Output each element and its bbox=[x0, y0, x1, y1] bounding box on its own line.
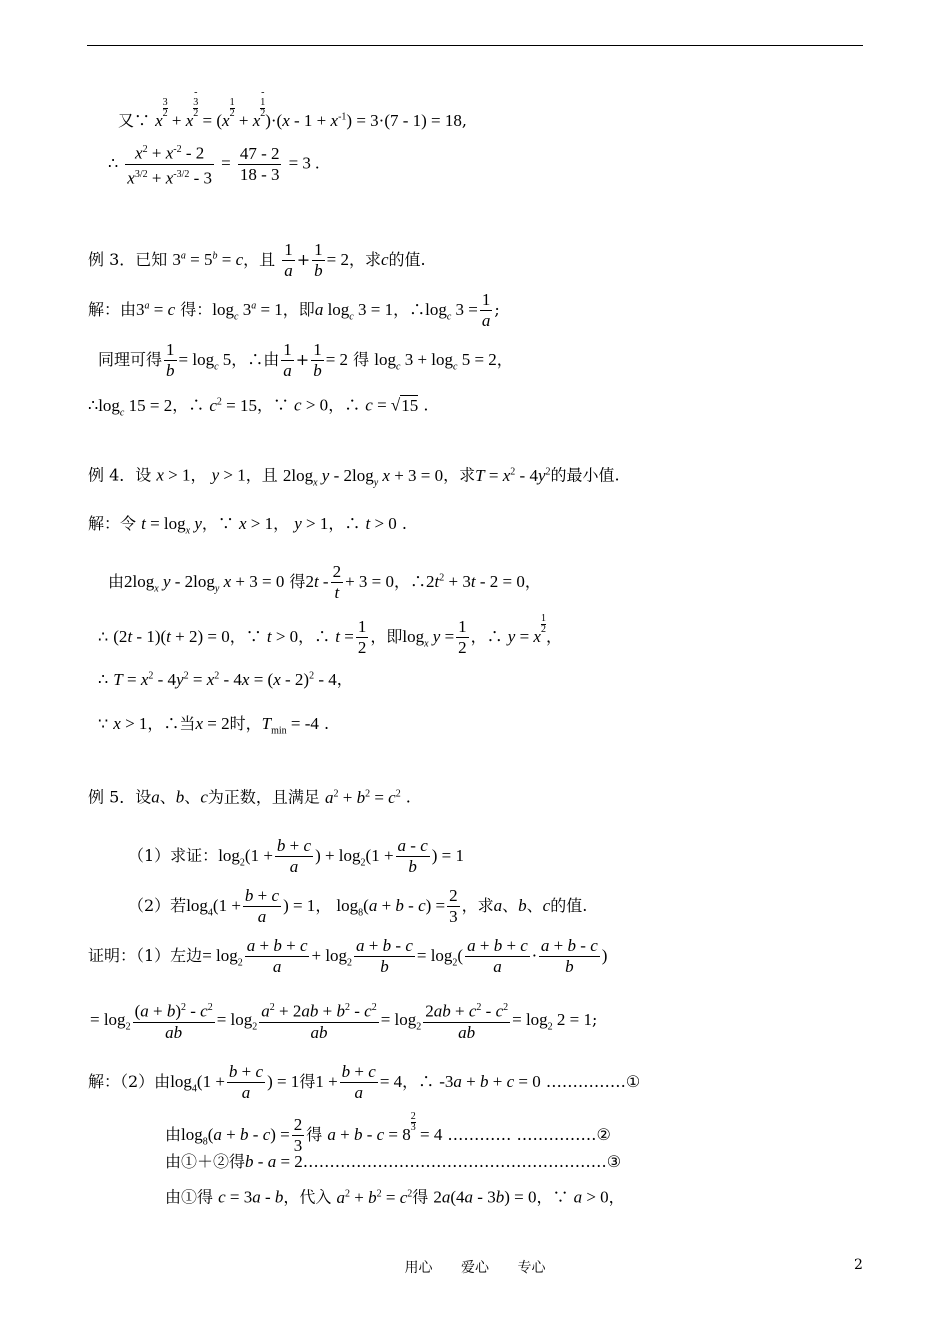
part-2: （2）若$\log_4(1$ + $\frac{b + c}{a}$ ) = 1， $\log_8(a + b - c)$ = $\frac{2}{3}$ ，求a、b、c的值. bbox=[128, 886, 588, 926]
solution-5b: 由$\log_8(a + b - c)$ = $\frac{2}{3}$ 得 a + b - c = 8 $\frac{2}{3}$ = 4 ………… ……………② bbox=[165, 1111, 611, 1155]
example-4: 例 4．设 x > 1， y > 1，且 $2\log_x$ y - $2\log_y$ x + 3 = 0，求$T = x^2 - 4y^2$的最小值. bbox=[88, 465, 620, 489]
solution-5d: 由①得 c = 3a - b，代入 $a^2 + b^2 = c^2$得 2a(4a - 3b) = 0，∵ a > 0， bbox=[165, 1187, 625, 1207]
solution-3a: 解：由$3^a = c$ 得：$\log_c 3^a = 1$，即a $\log_c 3 = 1$，$\therefore\log_c$ 3 = $\frac{1}{a}$ ; bbox=[88, 290, 500, 330]
page-number: 2 bbox=[854, 1257, 863, 1273]
header-rule bbox=[87, 45, 863, 46]
solution-5c: 由①＋②得b - a = 2…………………………………………………③ bbox=[165, 1152, 622, 1171]
solution-4a: 解：令 $t = \log_x y$，∵ x > 1， y > 1，∴ t > 0 . bbox=[88, 514, 407, 537]
line-2: ∴ $\frac{x^2 + x^{-2} - 2}{x^{3/2} + x^{-3/2} - 3}$ = $\frac{47 - 2}{18 - 3}$ = 3 . bbox=[108, 140, 319, 188]
page-footer bbox=[0, 1257, 950, 1277]
solution-4b: 由$2\log_x$ y - $2\log_y$ x + 3 = 0 得2t - $\frac{2}{t}$ + 3 = 0，$\therefore 2t^2 + 3t - 2 = 0$， bbox=[108, 562, 541, 602]
solution-3b: 同理可得 $\frac{1}{b}$ = $\log_c 5$，∴由 $\frac{1}{a}$ + $\frac{1}{b}$ = 2 得 $\log_c 3 + \log_c 5 = 2$， bbox=[98, 340, 513, 380]
footer-word-2: 爱心 bbox=[461, 1260, 489, 1276]
footer-word-1: 用心 bbox=[404, 1260, 433, 1276]
text-because: 又∵ bbox=[118, 111, 151, 130]
solution-4c: ∴ (2t - 1)(t + 2) = 0，∵ t > 0，∴ t = $\frac{1}{2}$ ，即$\log_x y$ = $\frac{1}{2}$ ，∴ y = x $\frac{1}{2}$ ， bbox=[98, 613, 562, 657]
formula-result: = 3·(7 - 1) = 18 bbox=[356, 111, 462, 130]
text-therefore: ∴ bbox=[108, 153, 119, 173]
solution-3c: $\therefore\log_c$ 15 = 2，∴ $c^2 = 15$，∵ c > 0，∴ c = √15 . bbox=[88, 395, 429, 419]
proof-2: = $\log_2$ $\frac{(a + b)^2 - c^2}{ab}$ = $\log_2$ $\frac{a^2 + 2ab + b^2 - c^2}{ab}$ = $\log_2$ $\frac{2ab + c^2 - c^2}{ab}$ = $\log_2 2 = 1$; bbox=[90, 998, 597, 1043]
part-1: （1）求证：$\log_2(1$ + $\frac{b + c}{a}$ ) + $\log_2(1$ + $\frac{a - c}{b}$ ) = 1 bbox=[128, 836, 465, 876]
formula-value: $\frac{47 - 2}{18 - 3}$ bbox=[239, 143, 280, 184]
example-3: 例 3．已知 $3^a = 5^b = c$，且 $\frac{1}{a}$ + $\frac{1}{b}$ = 2，求c的值. bbox=[88, 240, 426, 280]
line-1: 又∵ x $\frac{3}{2}$ + x- 3 2 = (x $\frac{1}{2}$ + x- 1 2 )$\cdot(x - 1 + x^{-1}) = 3\cdot(7 - 1) = 18$, bbox=[118, 87, 467, 130]
solution-5a: 解：（2）由$\log_4(1$ + $\frac{b + c}{a}$ ) = 1得1 + $\frac{b + c}{a}$ = 4，∴ -3a + b + c = 0 ……………① bbox=[88, 1062, 641, 1102]
formula-fraction: $\frac{x^2 + x^{-2} - 2}{x^{3/2} + x^{-3/2} - 3}$ bbox=[125, 140, 214, 188]
footer-word-3: 专心 bbox=[517, 1260, 546, 1276]
example-5: 例 5．设a、b、c为正数，且满足 $a^2 + b^2 = c^2$ . bbox=[88, 787, 411, 807]
solution-4e: ∵ x > 1，∴当x = 2时，$T_{min} = -4$ . bbox=[98, 714, 330, 737]
proof-1: 证明：（1）左边= $\log_2$ $\frac{a + b + c}{a}$ + $\log_2$ $\frac{a + b - c}{b}$ = $\log_2$( $\frac{a + b + c}{a}$ · $\frac{a + b - c}{b}$ ) bbox=[88, 936, 608, 976]
formula-sum: x $\frac{3}{2}$ + x- 3 2 = (x $\frac{1}{2}$ + x- 1 2 )$\cdot(x - 1 + x^{-1})$ bbox=[155, 87, 357, 130]
solution-4d: ∴ $T = x^2 - 4y^2 = x^2 - 4x = (x - 2)^2 - 4$， bbox=[98, 669, 353, 689]
